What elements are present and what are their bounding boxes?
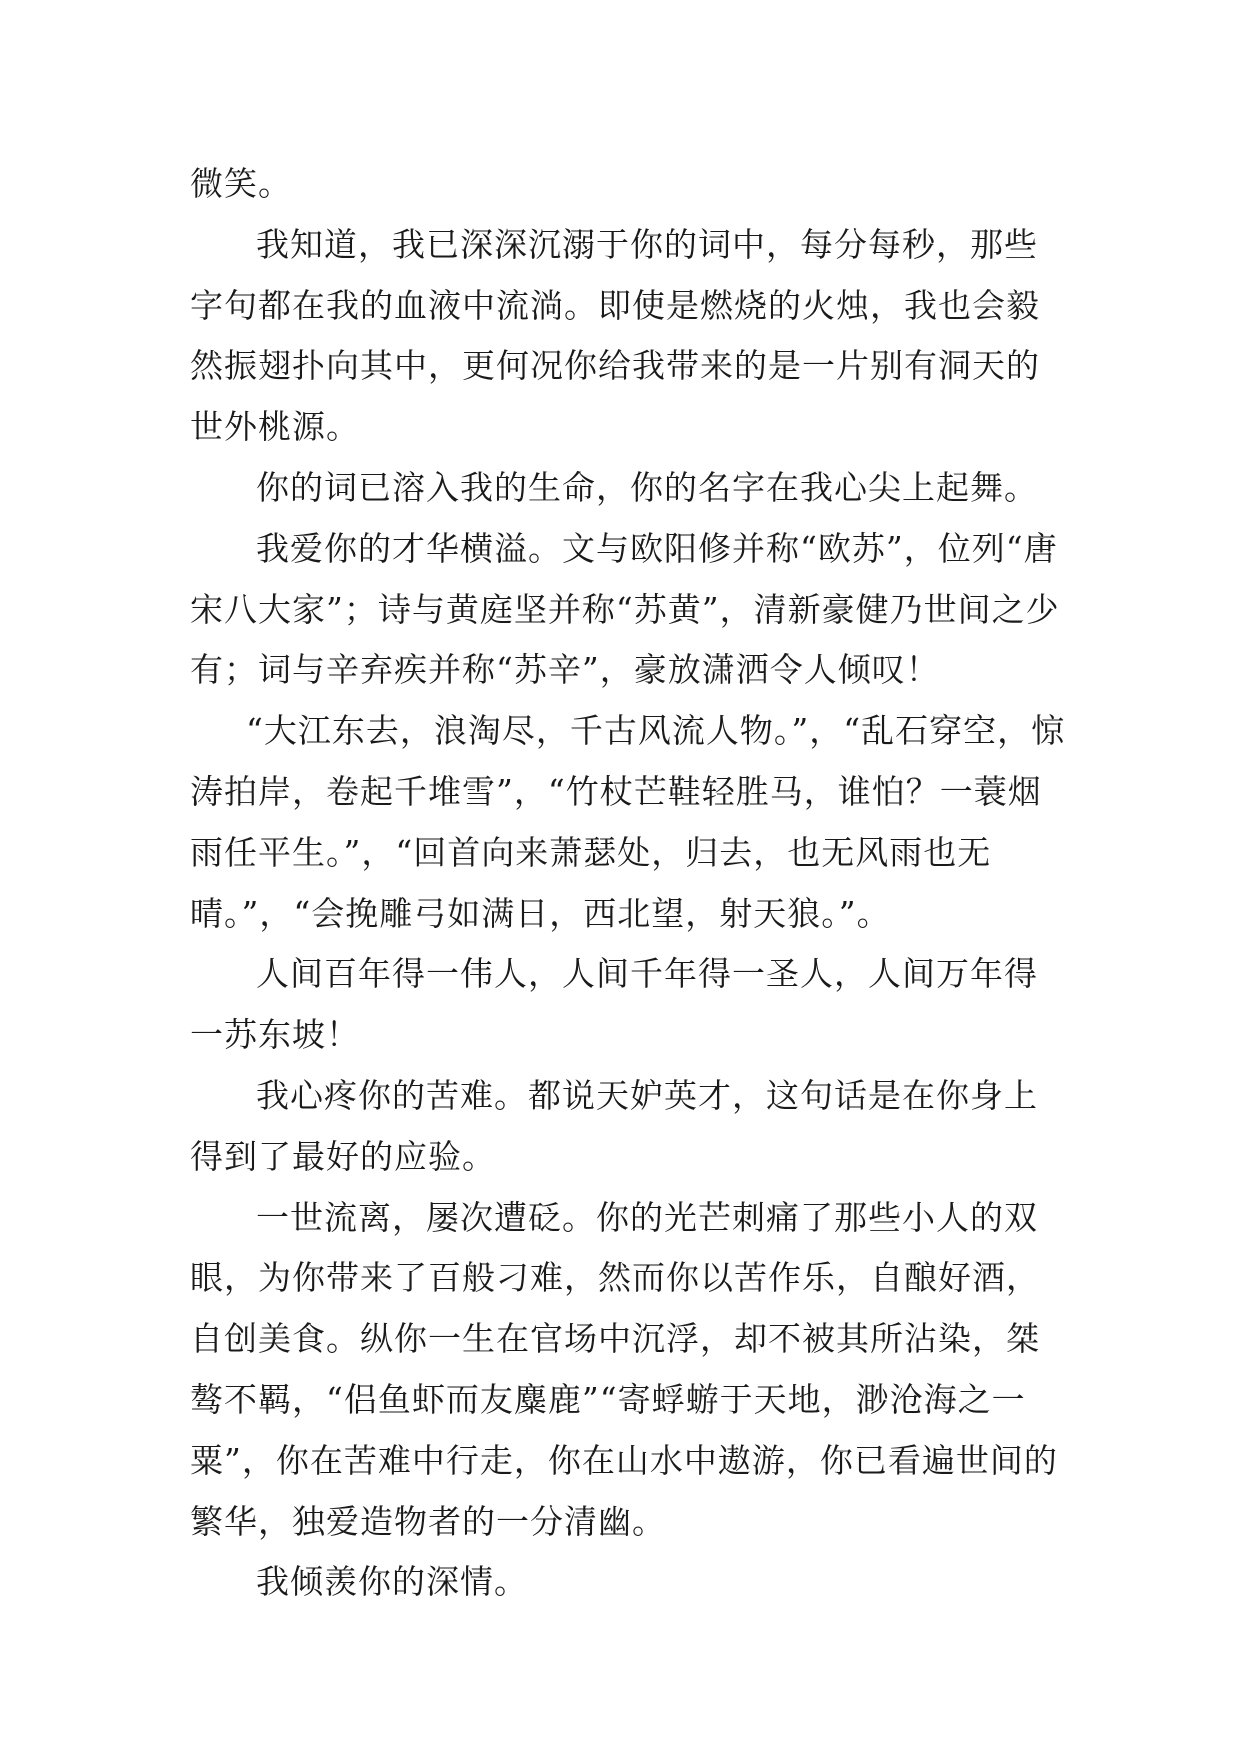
paragraph: 人间百年得一伟人，人间千年得一圣人，人间万年得一苏东坡！ bbox=[190, 954, 1038, 1055]
paragraph: 一世流离，屡次遭砭。你的光芒刺痛了那些小人的双眼，为你带来了百般刁难，然而你以苦作乐，自酿好酒，自创美食。纵你一生在官场中沉浮，却不被其所沾染，桀骜不羁，“侣鱼虾而友麋鹿”“寄蜉蝣于天地，渺沧海之一粟”，你在苦难中行走，你在山水中遨游，你已看遍世间的繁华，独爱造物者的一分清幽。 bbox=[190, 1197, 1058, 1541]
paragraph: 我知道，我已深深沉溺于你的词中，每分每秒，那些字句都在我的血液中流淌。即使是燃烧的火烛，我也会毅然振翅扑向其中，更何况你给我带来的是一片别有洞天的世外桃源。 bbox=[190, 224, 1040, 447]
paragraph: 你的词已溶入我的生命，你的名字在我心尖上起舞。 bbox=[256, 467, 1038, 507]
paragraph-continuation: 微笑。 bbox=[190, 164, 292, 203]
paragraph: 我倾羡你的深情。 bbox=[256, 1562, 528, 1602]
body-text bbox=[190, 154, 1070, 1613]
paragraph: 我爱你的才华横溢。文与欧阳修并称“欧苏”，位列“唐宋八大家”；诗与黄庭坚并称“苏黄”，清新豪健乃世间之少有；词与辛弃疾并称“苏辛”，豪放潇洒令人倾叹！ bbox=[190, 528, 1060, 690]
paragraph-quotes: “大江东去，浪淘尽，千古风流人物。”，“乱石穿空，惊涛拍岸，卷起千堆雪”，“竹杖芒鞋轻胜马，谁怕？一蓑烟雨任平生。”，“回首向来萧瑟处，归去，也无风雨也无晴。”，“会挽雕弓如满日，西北望，射天狼。”。 bbox=[190, 711, 1066, 933]
paragraph: 我心疼你的苦难。都说天妒英才，这句话是在你身上得到了最好的应验。 bbox=[190, 1075, 1038, 1176]
